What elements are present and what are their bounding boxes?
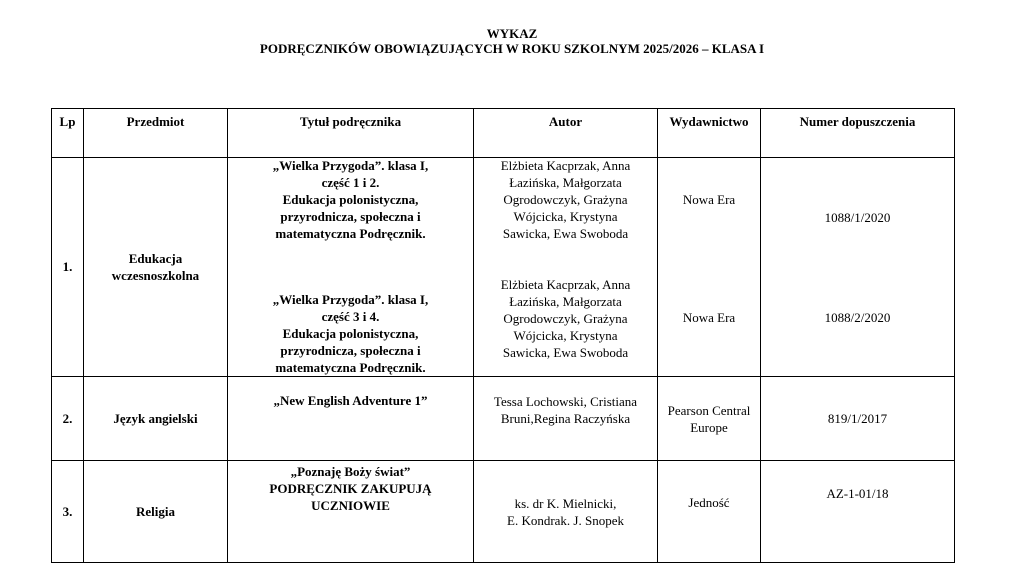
column-header-subject: Przedmiot xyxy=(84,109,228,158)
author-block xyxy=(474,157,657,242)
author-line: Elżbieta Kacprzak, Anna xyxy=(500,158,631,173)
author-line: Sawicka, Ewa Swoboda xyxy=(502,345,629,360)
row-lp-text: 1. xyxy=(62,258,73,274)
row-author xyxy=(474,461,658,563)
book-title-block xyxy=(228,463,473,514)
approval-number: 1088/2/2020 xyxy=(824,310,891,325)
publisher-block xyxy=(658,402,760,436)
author-line: Bruni,Regina Raczyńska xyxy=(500,411,631,426)
author-line: Elżbieta Kacprzak, Anna xyxy=(500,277,631,292)
row-title xyxy=(228,158,474,377)
title-line: matematyczna Podręcznik. xyxy=(275,360,426,375)
title-line: matematyczna Podręcznik. xyxy=(275,226,426,241)
textbook-table xyxy=(51,108,955,563)
author-block xyxy=(474,276,657,361)
approval-number: 1088/1/2020 xyxy=(824,210,891,225)
table-header-row xyxy=(52,109,955,158)
row-title xyxy=(228,461,474,563)
publisher-text: Jedność xyxy=(688,495,730,510)
publisher-line: Pearson Central xyxy=(667,403,751,418)
row-subject: Język angielski xyxy=(84,377,228,461)
document-subtitle: PODRĘCZNIKÓW OBOWIĄZUJĄCYCH W ROKU SZKOLNYM 2025/2026 – KLASA I xyxy=(259,41,765,56)
table-row xyxy=(52,377,955,461)
column-header-author: Autor xyxy=(474,109,658,158)
column-header-publisher: Wydawnictwo xyxy=(658,109,761,158)
table-row xyxy=(52,461,955,563)
author-line: E. Kondrak. J. Snopek xyxy=(507,513,624,528)
author-line: Wójcicka, Krystyna xyxy=(513,209,618,224)
book-title: „New English Adventure 1” xyxy=(273,393,428,408)
title-line: przyrodnicza, społeczna i xyxy=(280,209,421,224)
title-line: część 3 i 4. xyxy=(321,309,380,324)
title-line: „Wielka Przygoda”. klasa I, xyxy=(272,292,429,307)
subject-line: Edukacja xyxy=(128,251,183,266)
author-line: Łazińska, Małgorzata xyxy=(509,294,622,309)
author-line: Sawicka, Ewa Swoboda xyxy=(502,226,629,241)
author-block xyxy=(474,393,657,427)
publisher-text: Nowa Era xyxy=(682,310,736,325)
subject-line: wczesnoszkolna xyxy=(111,268,200,283)
column-header-title: Tytuł podręcznika xyxy=(228,109,474,158)
table-row xyxy=(52,158,955,377)
row-lp: 3. xyxy=(52,461,84,563)
column-header-lp: Lp xyxy=(52,109,84,158)
author-line: Wójcicka, Krystyna xyxy=(513,328,618,343)
title-line: „Poznaję Boży świat” xyxy=(290,464,411,479)
row-author xyxy=(474,158,658,377)
title-line: UCZNIOWIE xyxy=(311,498,390,513)
row-publisher xyxy=(658,461,761,563)
row-publisher xyxy=(658,377,761,461)
row-author xyxy=(474,377,658,461)
title-line: przyrodnicza, społeczna i xyxy=(280,343,421,358)
title-line: PODRĘCZNIK ZAKUPUJĄ xyxy=(269,481,432,496)
publisher-text: Nowa Era xyxy=(682,192,736,207)
author-line: Ogrodowczyk, Grażyna xyxy=(503,311,628,326)
author-line: Ogrodowczyk, Grażyna xyxy=(503,192,628,207)
title-line: Edukacja polonistyczna, xyxy=(282,192,419,207)
row-approval: 819/1/2017 xyxy=(761,377,955,461)
publisher-line: Europe xyxy=(690,420,728,435)
title-line: Edukacja polonistyczna, xyxy=(282,326,419,341)
row-title xyxy=(228,377,474,461)
book-title-block xyxy=(228,157,473,242)
row-subject xyxy=(84,158,228,377)
author-line: Tessa Lochowski, Cristiana xyxy=(493,394,638,409)
row-lp: 2. xyxy=(52,377,84,461)
title-line: część 1 i 2. xyxy=(321,175,380,190)
author-line: Łazińska, Małgorzata xyxy=(509,175,622,190)
column-header-approval: Numer dopuszczenia xyxy=(761,109,955,158)
row-subject: Religia xyxy=(84,461,228,563)
row-approval xyxy=(761,461,955,563)
approval-number: AZ-1-01/18 xyxy=(826,486,889,501)
title-line: „Wielka Przygoda”. klasa I, xyxy=(272,158,429,173)
author-block xyxy=(474,495,657,529)
row-publisher xyxy=(658,158,761,377)
author-line: ks. dr K. Mielnicki, xyxy=(514,496,617,511)
book-title-block xyxy=(228,291,473,376)
row-lp xyxy=(52,158,84,377)
document-title: WYKAZ xyxy=(486,26,538,41)
row-approval xyxy=(761,158,955,377)
